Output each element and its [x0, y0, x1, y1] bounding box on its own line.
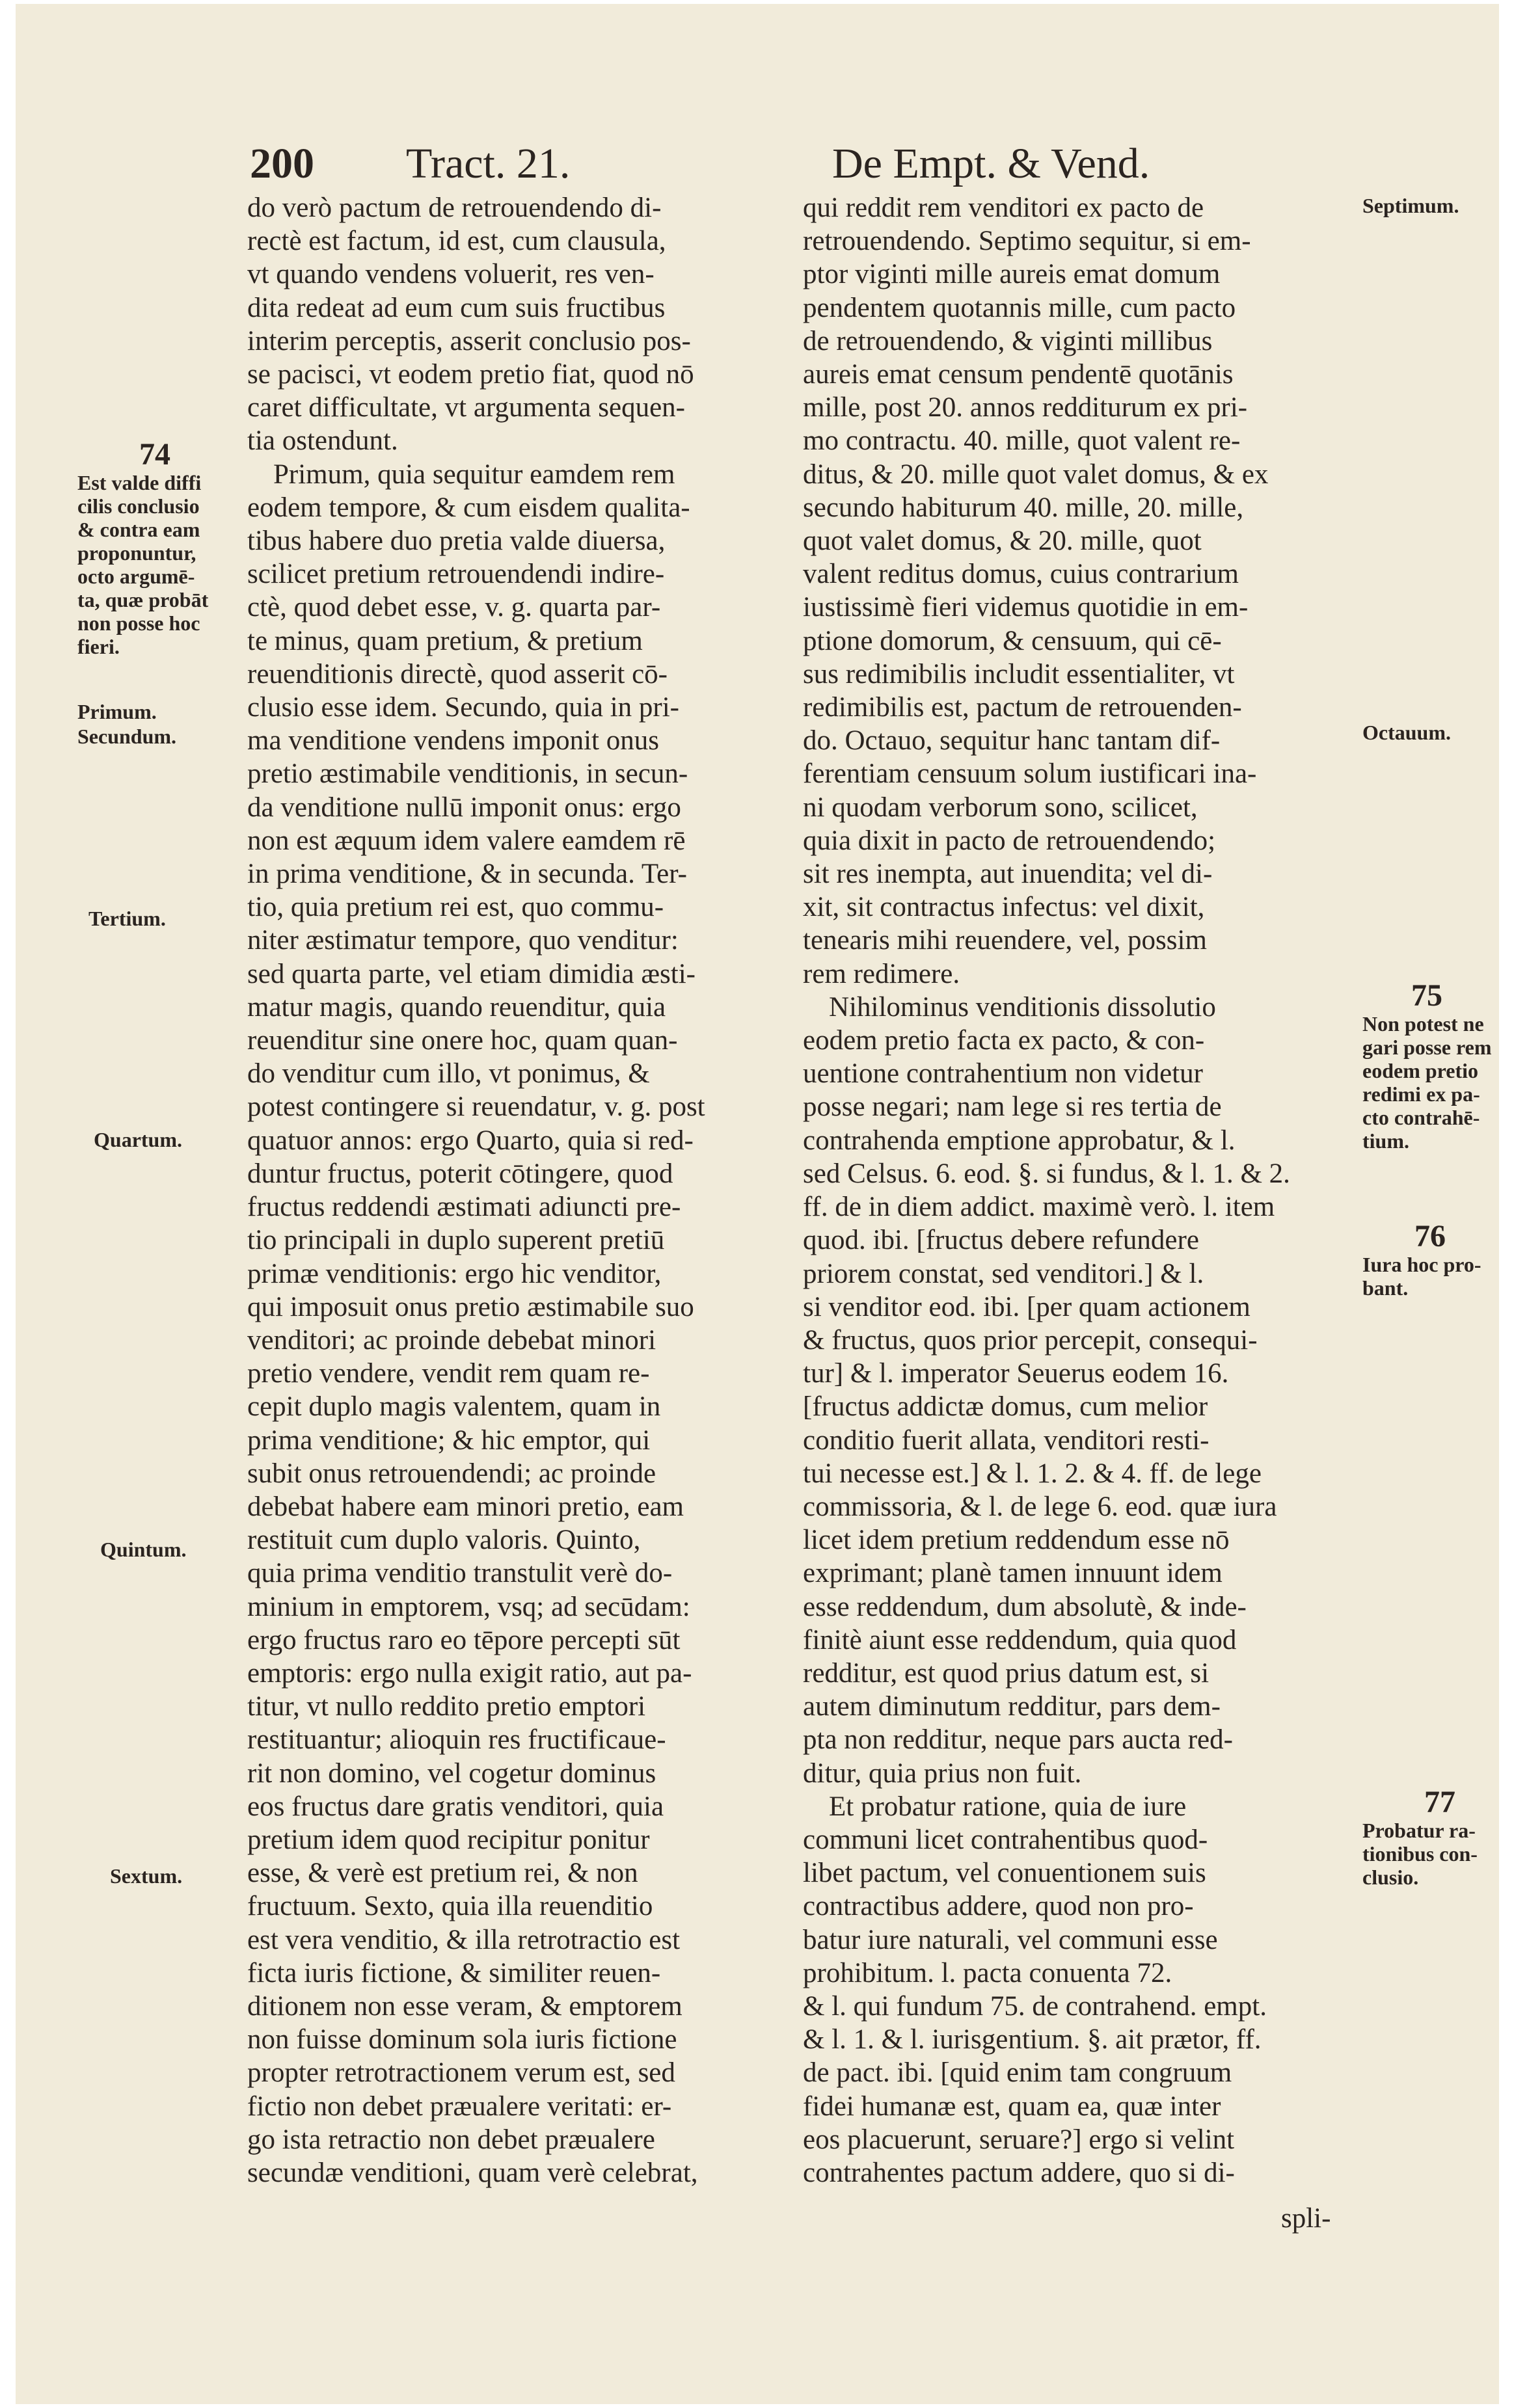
running-head-left: Tract. 21. [406, 140, 571, 187]
text-line: priorem constat, sed venditori.] & l. [803, 1258, 1204, 1289]
text-line: sed Celsus. 6. eod. §. si fundus, & l. 1. & 2. [803, 1158, 1290, 1189]
text-line: valent reditus domus, cuius contrarium [803, 559, 1239, 590]
text-line: uentione contrahentium non videtur [803, 1058, 1203, 1090]
text-line: fidei humanæ est, quam ea, quæ inter [803, 2091, 1221, 2122]
margin-line: non posse hoc [77, 611, 200, 635]
text-line: propter retrotractionem verum est, sed [247, 2057, 675, 2089]
margin-note-75 [1362, 980, 1493, 1153]
text-line: in prima venditione, & in secunda. Ter- [247, 859, 687, 890]
margin-line: proponuntur, [77, 541, 196, 565]
text-line: do verò pactum de retrouendendo di- [247, 193, 662, 223]
text-line: esse, & verè est pretium rei, & non [247, 1858, 638, 1889]
text-line: ferentiam censuum solum iustificari ina- [803, 758, 1257, 790]
text-line: vt quando vendens voluerit, res ven- [247, 259, 655, 290]
text-line: contrahenda emptione approbatur, & l. [803, 1125, 1236, 1156]
text-line: licet idem pretium reddendum esse nō [803, 1525, 1230, 1556]
text-line: quia dixit in pacto de retrouendendo; [803, 825, 1216, 856]
text-line: redditur, est quod prius datum est, si [803, 1657, 1210, 1689]
text-line: quatuor annos: ergo Quarto, quia si red- [247, 1125, 694, 1156]
text-line: secundo habiturum 40. mille, 20. mille, [803, 492, 1244, 523]
text-line: interim perceptis, asserit conclusio pos- [247, 325, 691, 356]
text-line: sed quarta parte, vel etiam dimidia æsti- [247, 958, 696, 989]
text-line: est vera venditio, & illa retrotractio est [247, 1924, 681, 1955]
text-line: rem redimere. [803, 958, 960, 989]
text-line: quia prima venditio transtulit verè do- [247, 1558, 673, 1589]
margin-septimum: Septimum. [1362, 194, 1459, 217]
text-line: fructus reddendi æstimati adiuncti pre- [247, 1192, 681, 1223]
text-line: xit, sit contractus infectus: vel dixit, [803, 892, 1205, 923]
text-line: [fructus addictæ domus, cum melior [803, 1391, 1208, 1423]
text-line: ptione domorum, & censuum, qui cē- [803, 625, 1222, 656]
margin-octauum: Octauum. [1362, 721, 1451, 744]
text-line: pretio vendere, vendit rem quam re- [247, 1358, 650, 1389]
text-line: duntur fructus, poterit cōtingere, quod [247, 1158, 673, 1189]
text-line: finitè aiunt esse reddendum, quia quod [803, 1624, 1237, 1655]
text-line: fictio non debet præualere veritati: er- [247, 2091, 672, 2122]
left-text-column [247, 191, 794, 2189]
margin-line: cto contrahē- [1362, 1106, 1480, 1129]
text-line: prima venditione; & hic emptor, qui [247, 1425, 651, 1456]
margin-line: ta, quæ probāt [77, 588, 209, 611]
text-line: tio, quia pretium rei est, quo commu- [247, 892, 664, 923]
margin-line: Iura hoc pro- [1362, 1253, 1481, 1276]
margin-line: cilis conclusio [77, 494, 200, 518]
margin-line: tionibus con- [1362, 1842, 1478, 1866]
text-line: Et probatur ratione, quia de iure [829, 1791, 1187, 1822]
text-line: secundæ venditioni, quam verè celebrat, [247, 2157, 698, 2188]
margin-number: 76 [1414, 1219, 1446, 1253]
text-line: ficta iuris fictione, & similiter reuen- [247, 1957, 661, 1988]
text-line: tia ostendunt. [247, 425, 398, 457]
text-line: cepit duplo magis valentem, quam in [247, 1391, 661, 1423]
text-line: retrouendendo. Septimo sequitur, si em- [803, 226, 1251, 257]
margin-number: 75 [1411, 978, 1442, 1013]
text-line: & l. 1. & l. iurisgentium. §. ait prætor, ff. [803, 2024, 1262, 2055]
text-line: venditori; ac proinde debebat minori [247, 1324, 656, 1356]
text-line: batur iure naturali, vel communi esse [803, 1924, 1218, 1955]
text-line: emptoris: ergo nulla exigit ratio, aut pa- [247, 1657, 692, 1689]
margin-number: 77 [1424, 1785, 1455, 1819]
text-line: libet pactum, vel conuentionem suis [803, 1858, 1206, 1889]
text-line: Primum, quia sequitur eamdem rem [273, 459, 675, 490]
text-line: tio principali in duplo superent pretiū [247, 1225, 665, 1256]
margin-number: 74 [139, 437, 170, 472]
text-line: & l. qui fundum 75. de contrahend. empt. [803, 1990, 1267, 2022]
text-line: ditionem non esse veram, & emptorem [247, 1990, 683, 2022]
margin-line: Probatur ra- [1362, 1819, 1476, 1842]
catchword: spli- [1281, 2203, 1331, 2234]
margin-line: fieri. [77, 635, 120, 658]
text-line: reuenditur sine onere hoc, quam quan- [247, 1025, 678, 1056]
text-line: do. Octauo, sequitur hanc tantam dif- [803, 725, 1221, 756]
page-header [16, 138, 1499, 190]
text-line: communi licet contrahentibus quod- [803, 1824, 1208, 1855]
margin-secundum: Secundum. [77, 725, 177, 748]
text-line: sus redimibilis includit essentialiter, vt [803, 658, 1235, 689]
margin-line: tium. [1362, 1129, 1409, 1153]
text-line: caret difficultate, vt argumenta sequen- [247, 392, 685, 423]
margin-line: & contra eam [77, 518, 200, 541]
margin-line: gari posse rem [1362, 1036, 1492, 1059]
text-line: iustissimè fieri videmus quotidie in em- [803, 592, 1249, 623]
text-line: reuenditionis directè, quod asserit cō- [247, 658, 668, 689]
page-number: 200 [250, 140, 314, 187]
text-line: contrahentes pactum addere, quo si di- [803, 2157, 1235, 2188]
text-line: ptor viginti mille aureis emat domum [803, 259, 1221, 290]
text-line: non fuisse dominum sola iuris fictione [247, 2024, 677, 2055]
text-line: restituantur; alioquin res fructificaue- [247, 1724, 666, 1756]
text-line: ff. de in diem addict. maximè verò. l. item [803, 1192, 1275, 1223]
text-line: conditio fuerit allata, venditori resti- [803, 1425, 1210, 1456]
text-line: ergo fructus raro eo tēpore percepti sūt [247, 1624, 681, 1655]
text-line: dita redeat ad eum cum suis fructibus [247, 292, 666, 323]
margin-primum: Primum. [77, 700, 157, 723]
text-line: tui necesse est.] & l. 1. 2. & 4. ff. de lege [803, 1458, 1262, 1489]
text-line: ma venditione vendens imponit onus [247, 725, 659, 756]
text-line: eos placuerunt, seruare?] ergo si velint [803, 2124, 1235, 2155]
text-line: ditus, & 20. mille quot valet domus, & ex [803, 459, 1269, 490]
running-head-right: De Empt. & Vend. [832, 140, 1150, 187]
text-line: de pact. ibi. [quid enim tam congruum [803, 2057, 1232, 2089]
book-page [16, 4, 1499, 2404]
text-line: tur] & l. imperator Seuerus eodem 16. [803, 1358, 1229, 1389]
text-line: qui imposuit onus pretio æstimabile suo [247, 1291, 694, 1322]
text-line: exprimant; planè tamen innuunt idem [803, 1558, 1223, 1589]
text-line: mo contractu. 40. mille, quot valent re- [803, 425, 1241, 457]
text-line: scilicet pretium retrouendendi indire- [247, 559, 665, 590]
text-line: autem diminutum redditur, pars dem- [803, 1691, 1221, 1722]
margin-tertium: Tertium. [88, 907, 166, 930]
text-line: potest contingere si reuendatur, v. g. post [247, 1091, 705, 1123]
text-line: quod. ibi. [fructus debere refundere [803, 1225, 1199, 1256]
margin-line: Non potest ne [1362, 1012, 1484, 1036]
text-line: eodem pretio facta ex pacto, & con- [803, 1025, 1205, 1056]
text-line: matur magis, quando reuenditur, quia [247, 991, 666, 1023]
text-line: minium in emptorem, vsq; ad secūdam: [247, 1591, 690, 1622]
text-line: rit non domino, vel cogetur dominus [247, 1758, 656, 1789]
text-line: fructuum. Sexto, quia illa reuenditio [247, 1891, 653, 1922]
text-line: pendentem quotannis mille, cum pacto [803, 292, 1236, 323]
text-line: pretium idem quod recipitur ponitur [247, 1824, 650, 1855]
text-line: go ista retractio non debet præualere [247, 2124, 655, 2155]
margin-line: eodem pretio [1362, 1059, 1479, 1082]
margin-note-76 [1362, 1220, 1493, 1300]
margin-quartum: Quartum. [94, 1128, 182, 1151]
margin-line: bant. [1362, 1276, 1409, 1300]
text-line: restituit cum duplo valoris. Quinto, [247, 1525, 641, 1556]
text-line: ctè, quod debet esse, v. g. quarta par- [247, 592, 661, 623]
text-line: de retrouendendo, & viginti millibus [803, 325, 1213, 356]
margin-sextum: Sextum. [110, 1864, 183, 1888]
text-line: redimibilis est, pactum de retrouenden- [803, 692, 1242, 723]
text-line: commissoria, & l. de lege 6. eod. quæ iura [803, 1491, 1277, 1522]
text-line: mille, post 20. annos redditurum ex pri- [803, 392, 1248, 423]
text-line: & fructus, quos prior percepit, consequi- [803, 1324, 1258, 1356]
margin-note-74 [77, 438, 240, 658]
text-line: contractibus addere, quod non pro- [803, 1891, 1194, 1922]
margin-line: Est valde diffi [77, 471, 202, 494]
text-line: te minus, quam pretium, & pretium [247, 625, 643, 656]
text-line: esse reddendum, dum absolutè, & inde- [803, 1591, 1247, 1622]
margin-line: octo argumē- [77, 565, 195, 588]
text-line: aureis emat censum pendentē quotānis [803, 359, 1234, 390]
text-line: titur, vt nullo reddito pretio emptori [247, 1691, 646, 1722]
text-line: niter æstimatur tempore, quo venditur: [247, 925, 679, 956]
text-line: primæ venditionis: ergo hic venditor, [247, 1258, 662, 1289]
margin-line: redimi ex pa- [1362, 1082, 1480, 1106]
text-line: ni quodam verborum sono, scilicet, [803, 792, 1198, 823]
text-line: da venditione nullū imponit onus: ergo [247, 792, 681, 823]
margin-line: clusio. [1362, 1866, 1419, 1889]
text-line: non est æquum idem valere eamdem rē [247, 825, 686, 856]
text-line: si venditor eod. ibi. [per quam actionem [803, 1291, 1250, 1322]
text-line: do venditur cum illo, vt ponimus, & [247, 1058, 650, 1090]
text-line: clusio esse idem. Secundo, quia in pri- [247, 692, 679, 723]
margin-quintum: Quintum. [100, 1538, 187, 1561]
text-line: eodem tempore, & cum eisdem qualita- [247, 492, 690, 523]
text-line: eos fructus dare gratis venditori, quia [247, 1791, 664, 1822]
text-line: pretio æstimabile venditionis, in secun- [247, 758, 688, 790]
text-line: qui reddit rem venditori ex pacto de [803, 193, 1204, 223]
text-line: subit onus retrouendendi; ac proinde [247, 1458, 656, 1489]
text-line: prohibitum. l. pacta conuenta 72. [803, 1957, 1172, 1988]
right-text-column [803, 191, 1361, 2189]
margin-note-77 [1362, 1786, 1493, 1889]
text-line: tibus habere duo pretia valde diuersa, [247, 526, 666, 557]
text-line: debebat habere eam minori pretio, eam [247, 1491, 684, 1522]
text-line: sit res inempta, aut inuendita; vel di- [803, 859, 1213, 890]
text-line: tenearis mihi reuendere, vel, possim [803, 925, 1207, 956]
text-line: quot valet domus, & 20. mille, quot [803, 526, 1202, 557]
text-line: se pacisci, vt eodem pretio fiat, quod nō [247, 359, 694, 390]
text-line: Nihilominus venditionis dissolutio [829, 991, 1216, 1023]
text-line: posse negari; nam lege si res tertia de [803, 1091, 1222, 1123]
text-line: ditur, quia prius non fuit. [803, 1758, 1082, 1789]
text-line: rectè est factum, id est, cum clausula, [247, 226, 666, 257]
text-line: pta non redditur, neque pars aucta red- [803, 1724, 1233, 1756]
